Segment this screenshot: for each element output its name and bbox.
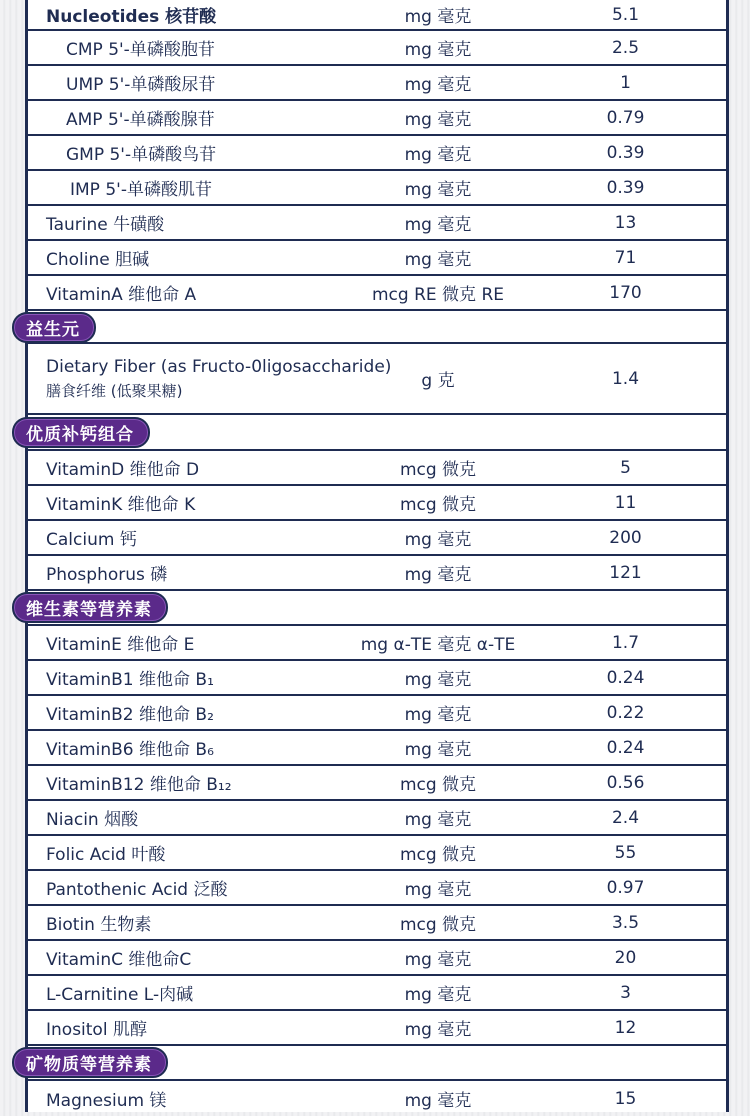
nutrient-name: CMP 5'-单磷酸胞苷: [66, 40, 215, 60]
table-row: [28, 766, 726, 801]
nutrient-unit: mcg 微克: [399, 495, 477, 515]
section-header-minerals: [28, 1046, 726, 1081]
nutrient-unit: mcg 微克: [399, 775, 477, 795]
nutrient-name: UMP 5'-单磷酸尿苷: [66, 75, 216, 95]
table-row: [28, 836, 726, 871]
nutrient-value: 11: [614, 492, 637, 513]
table-row: [28, 696, 726, 731]
nutrient-unit: mg 毫克: [404, 565, 472, 585]
table-row: [28, 206, 726, 241]
nutrient-name: VitaminA 维他命 A: [46, 285, 197, 305]
section-title: 优质补钙组合: [12, 417, 150, 448]
nutrient-name-en: Dietary Fiber (as Fructo-0ligosaccharide): [46, 356, 392, 377]
nutrient-value: 0.22: [606, 702, 645, 723]
nutrient-value: 0.56: [606, 772, 645, 793]
table-row: [28, 344, 726, 415]
table-row: [28, 731, 726, 766]
nutrient-name: Inositol 肌醇: [46, 1020, 147, 1040]
table-row: [28, 276, 726, 311]
table-row: [28, 0, 726, 31]
nutrient-unit: mg 毫克: [404, 880, 472, 900]
nutrient-unit: mg 毫克: [404, 1020, 472, 1040]
nutrient-unit: mg 毫克: [404, 670, 472, 690]
nutrient-value: 200: [609, 527, 642, 548]
nutrient-unit: mcg 微克: [399, 460, 477, 480]
nutrient-unit: mg 毫克: [404, 110, 472, 130]
section-title: 维生素等营养素: [12, 592, 168, 623]
nutrient-unit: mg 毫克: [404, 250, 472, 270]
nutrient-unit: mcg 微克: [399, 915, 477, 935]
nutrient-name: VitaminB1 维他命 B₁: [46, 670, 214, 690]
section-header-calcium: [28, 415, 726, 451]
nutrient-unit: mg 毫克: [404, 7, 472, 27]
nutrient-name: VitaminK 维他命 K: [46, 495, 196, 515]
nutrient-name: GMP 5'-单磷酸鸟苷: [66, 145, 217, 165]
nutrient-value: 170: [609, 282, 642, 303]
nutrient-unit: mg 毫克: [404, 810, 472, 830]
table-row: [28, 171, 726, 206]
nutrient-name: L-Carnitine L-肉碱: [46, 985, 194, 1005]
nutrient-value: 2.5: [611, 37, 640, 58]
section-title: 益生元: [12, 312, 96, 343]
nutrient-value: 1: [620, 72, 631, 93]
nutrient-unit: mg 毫克: [404, 950, 472, 970]
table-row: [28, 136, 726, 171]
nutrient-unit: mg 毫克: [404, 1091, 472, 1111]
nutrient-value: 1.7: [611, 632, 640, 653]
nutrient-unit: mcg 微克: [399, 845, 477, 865]
table-row: [28, 521, 726, 556]
table-row: [28, 801, 726, 836]
nutrient-value: 2.4: [611, 807, 640, 828]
table-row: [28, 941, 726, 976]
table-row: [28, 976, 726, 1011]
nutrient-value: 0.24: [606, 737, 645, 758]
nutrient-unit: mg 毫克: [404, 985, 472, 1005]
nutrient-value: 0.39: [606, 177, 645, 198]
nutrient-value: 5.1: [611, 4, 640, 25]
table-row: [28, 101, 726, 136]
nutrient-value: 0.97: [606, 877, 645, 898]
nutrient-value: 0.79: [606, 107, 645, 128]
nutrient-name: Magnesium 镁: [46, 1091, 167, 1111]
nutrient-name: Pantothenic Acid 泛酸: [46, 880, 228, 900]
nutrient-value: 121: [609, 562, 642, 583]
nutrient-name: VitaminD 维他命 D: [46, 460, 200, 480]
nutrient-unit: mg 毫克: [404, 705, 472, 725]
nutrient-value: 15: [614, 1088, 637, 1109]
nutrient-name: Folic Acid 叶酸: [46, 845, 166, 865]
nutrient-name: Taurine 牛磺酸: [46, 215, 165, 235]
section-title: 矿物质等营养素: [12, 1047, 168, 1078]
nutrient-name: VitaminC 维他命C: [46, 950, 192, 970]
table-row: [28, 486, 726, 521]
nutrient-name: VitaminE 维他命 E: [46, 635, 195, 655]
table-row: [28, 31, 726, 66]
nutrient-value: 55: [614, 842, 637, 863]
nutrient-name: VitaminB6 维他命 B₆: [46, 740, 214, 760]
table-row: [28, 626, 726, 661]
nutrient-name: Calcium 钙: [46, 530, 137, 550]
section-header-prebiotic: [28, 311, 726, 344]
table-row: [28, 66, 726, 101]
table-row: [28, 556, 726, 591]
table-row: [28, 451, 726, 486]
nutrient-name: VitaminB12 维他命 B₁₂: [46, 775, 232, 795]
nutrient-unit: g 克: [421, 371, 455, 391]
nutrient-unit: mg 毫克: [404, 145, 472, 165]
nutrient-value: 20: [614, 947, 637, 968]
nutrient-value: 3.5: [611, 912, 640, 933]
nutrient-name: Phosphorus 磷: [46, 565, 168, 585]
nutrition-table: [25, 0, 729, 1112]
nutrient-value: 71: [614, 247, 637, 268]
nutrient-name: AMP 5'-单磷酸腺苷: [66, 110, 215, 130]
nutrient-value: 1.4: [611, 368, 640, 389]
nutrient-name: IMP 5'-单磷酸肌苷: [70, 180, 212, 200]
nutrient-name: Biotin 生物素: [46, 915, 152, 935]
table-row: [28, 906, 726, 941]
nutrient-unit: mg 毫克: [404, 180, 472, 200]
nutrient-name: VitaminB2 维他命 B₂: [46, 705, 214, 725]
nutrient-unit: mcg RE 微克 RE: [371, 285, 504, 305]
nutrient-value: 0.24: [606, 667, 645, 688]
nutrient-unit: mg 毫克: [404, 215, 472, 235]
nutrient-unit: mg 毫克: [404, 40, 472, 60]
nutrient-name: Choline 胆碱: [46, 250, 150, 270]
table-row: [28, 241, 726, 276]
nutrient-value: 12: [614, 1017, 637, 1038]
nutrient-unit: mg 毫克: [404, 530, 472, 550]
nutrient-unit: mg α-TE 毫克 α-TE: [360, 635, 516, 655]
nutrient-value: 3: [620, 982, 631, 1003]
nutrient-unit: mg 毫克: [404, 75, 472, 95]
nutrient-value: 0.39: [606, 142, 645, 163]
table-row: [28, 1081, 726, 1116]
nutrient-name: Niacin 烟酸: [46, 810, 139, 830]
table-row: [28, 1011, 726, 1046]
nutrient-value: 13: [614, 212, 637, 233]
section-header-vitamins: [28, 591, 726, 626]
table-row: [28, 871, 726, 906]
nutrient-unit: mg 毫克: [404, 740, 472, 760]
nutrient-name: Nucleotides 核苷酸: [46, 7, 217, 27]
table-row: [28, 661, 726, 696]
nutrient-name-cn: 膳食纤维 (低聚果糖): [46, 381, 183, 400]
nutrient-value: 5: [620, 457, 631, 478]
